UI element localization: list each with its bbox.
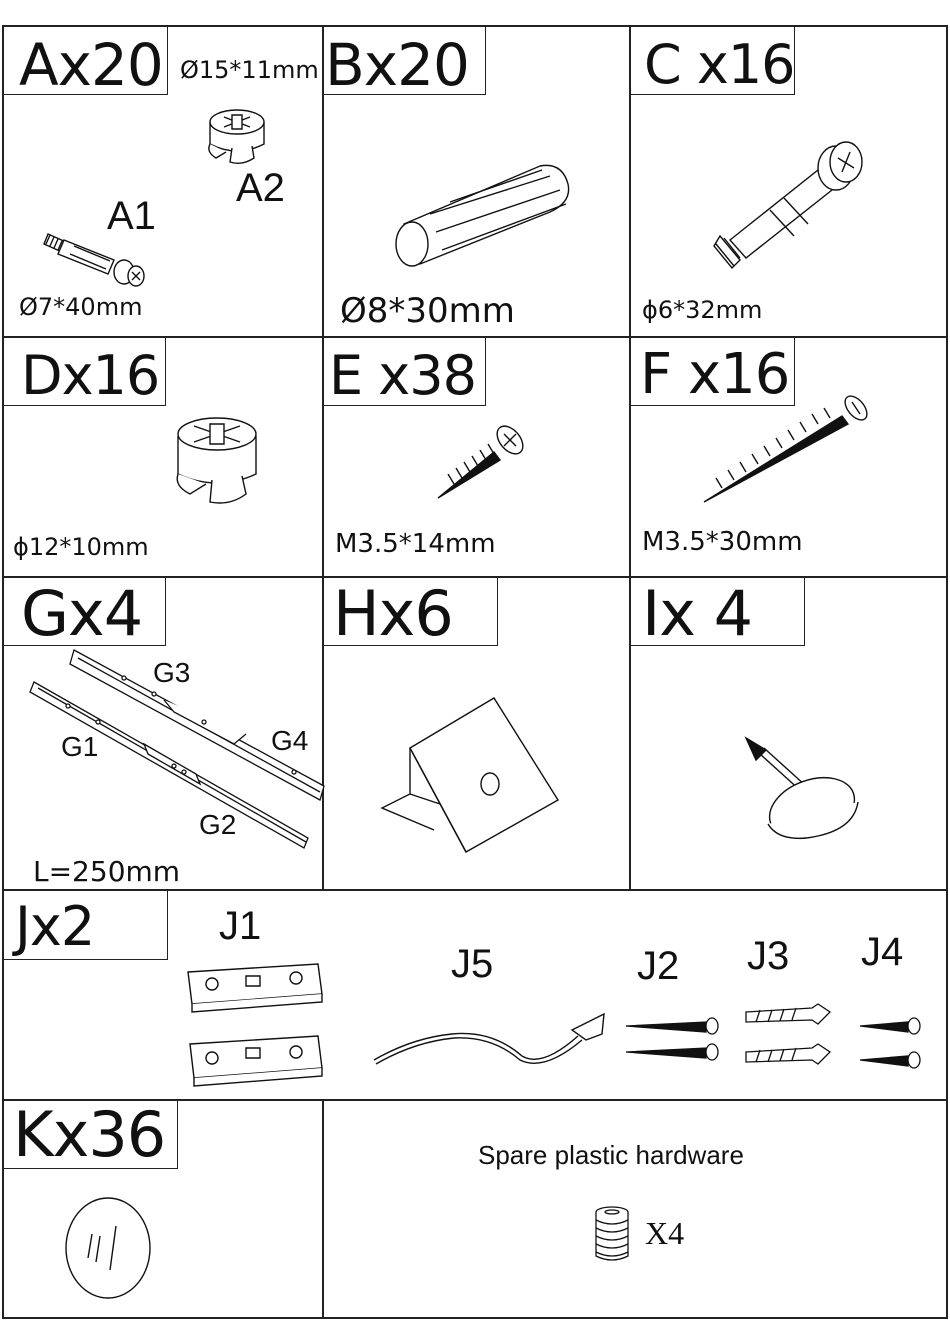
part-a1-size: Ø7*40mm <box>19 293 143 321</box>
part-g-size: L=250mm <box>33 855 181 888</box>
threaded-insert-icon <box>592 1206 632 1262</box>
part-b-label: Bx20 <box>325 31 469 99</box>
part-d-label: Dx16 <box>21 344 160 407</box>
part-k-cell <box>3 1100 323 1318</box>
wood-dowel-icon <box>390 160 580 270</box>
long-screw-icon <box>702 396 872 506</box>
connecting-bolt-icon <box>710 140 870 280</box>
bumper-pad-icon <box>58 1196 158 1306</box>
part-g4-label: G4 <box>271 725 309 756</box>
mounting-plate-icon <box>182 960 332 1090</box>
wall-plug-icon <box>740 1000 840 1070</box>
part-a-size: Ø15*11mm <box>180 56 319 84</box>
cam-housing-icon <box>172 412 262 507</box>
part-c-size: ϕ6*32mm <box>642 296 763 324</box>
part-g2-label: G2 <box>199 809 237 840</box>
furniture-glide-icon <box>744 736 874 846</box>
part-d-size: ϕ12*10mm <box>13 533 149 561</box>
small-screw-icon <box>860 1012 930 1072</box>
cam-bolt-a1-icon <box>44 228 154 288</box>
part-j5-label: J5 <box>451 942 494 986</box>
part-a2-label: A2 <box>236 166 285 210</box>
corner-bracket-icon <box>382 696 572 856</box>
part-e-size: M3.5*14mm <box>335 529 496 559</box>
part-h-label: Hx6 <box>333 577 453 650</box>
part-j2-label: J2 <box>637 944 680 988</box>
part-e-label: E x38 <box>329 344 476 407</box>
part-b-size: Ø8*30mm <box>340 291 515 331</box>
short-screw-icon <box>434 422 534 502</box>
part-g-label: Gx4 <box>21 577 143 650</box>
spare-hardware-count: X4 <box>645 1215 685 1251</box>
part-a-cell <box>3 26 323 337</box>
part-j4-label: J4 <box>861 930 904 974</box>
drawer-slide-icon <box>24 648 324 848</box>
spare-hardware-title: Spare plastic hardware <box>478 1140 744 1170</box>
part-k-label: Kx36 <box>13 1098 166 1171</box>
part-j-label: Jx2 <box>15 895 95 958</box>
part-i-label: Ix 4 <box>642 577 753 650</box>
part-c-label: C x16 <box>644 33 795 96</box>
cam-lock-a2-icon <box>202 100 272 170</box>
part-f-size: M3.5*30mm <box>642 527 803 557</box>
part-f-label: F x16 <box>640 342 790 407</box>
part-j3-label: J3 <box>747 934 790 978</box>
part-d-cell <box>3 337 323 577</box>
spare-hardware-cell <box>323 1100 947 1318</box>
part-j1-label: J1 <box>219 904 262 948</box>
part-a-label: Ax20 <box>19 31 163 99</box>
wall-screw-icon <box>626 1014 726 1064</box>
part-g3-label: G3 <box>153 657 191 688</box>
safety-strap-icon <box>372 1010 612 1070</box>
part-a1-label: A1 <box>107 194 156 238</box>
part-g1-label: G1 <box>61 731 99 762</box>
